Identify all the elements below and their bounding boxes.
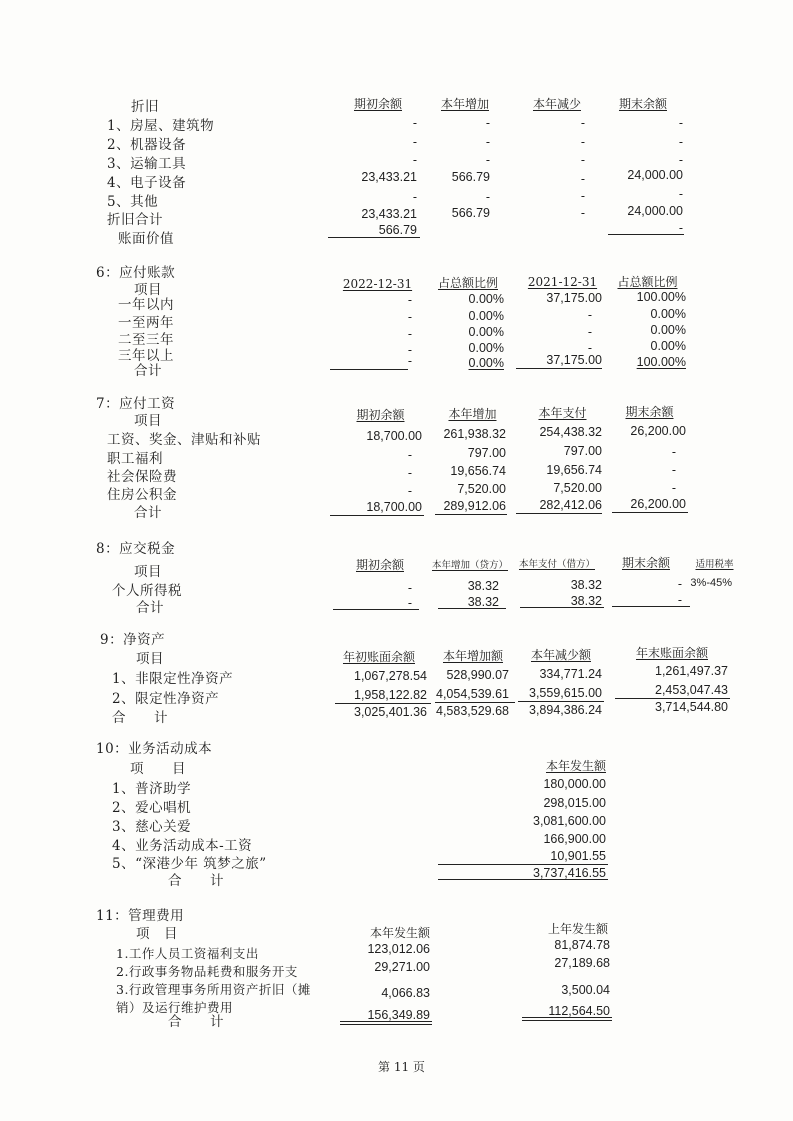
cell: 254,438.32 bbox=[539, 425, 602, 439]
cell: - bbox=[407, 310, 412, 324]
cell: 3,025,401.36 bbox=[354, 705, 427, 719]
cell: 566.79 bbox=[451, 206, 490, 220]
cell: 4,066.83 bbox=[381, 986, 430, 1000]
cell: 37,175.00 bbox=[546, 353, 602, 367]
cell: 4,054,539.61 bbox=[436, 687, 509, 701]
cell: - bbox=[412, 135, 417, 149]
cell: - bbox=[671, 445, 676, 459]
cell: 24,000.00 bbox=[627, 204, 683, 218]
row-label: 合计 bbox=[136, 600, 164, 616]
depreciation-header-increase: 本年增加 bbox=[440, 97, 489, 111]
wages-header-increase: 本年增加 bbox=[448, 407, 497, 421]
row-label: 合 计 bbox=[168, 873, 224, 889]
row-label: 5、其他 bbox=[107, 194, 159, 210]
row-label: 三年以上 bbox=[118, 348, 174, 364]
item-label: 项 目 bbox=[130, 761, 186, 777]
cell: - bbox=[407, 466, 412, 480]
admin-expense-header-prior: 上年发生额 bbox=[548, 922, 609, 936]
cell: - bbox=[485, 135, 490, 149]
cell: 3,714,544.80 bbox=[655, 700, 728, 714]
depreciation-header-opening: 期初余额 bbox=[353, 97, 402, 111]
cell: - bbox=[485, 153, 490, 167]
wages-header-paid: 本年支付 bbox=[538, 406, 587, 420]
cell: - bbox=[407, 596, 412, 610]
cell: - bbox=[580, 172, 585, 186]
cell: - bbox=[587, 341, 592, 355]
cell: 19,656.74 bbox=[450, 464, 506, 478]
cell: 0.00% bbox=[650, 307, 686, 321]
payables-header-2021: 2021-12-31 bbox=[527, 275, 598, 289]
row-label: 3、运输工具 bbox=[107, 156, 187, 172]
subtotal-line bbox=[335, 703, 431, 704]
cell: - bbox=[671, 463, 676, 477]
cell: 19,656.74 bbox=[546, 463, 602, 477]
item-label: 项目 bbox=[134, 413, 162, 429]
wages-header-opening: 期初余额 bbox=[356, 408, 405, 422]
cell: 7,520.00 bbox=[457, 482, 506, 496]
cell: - bbox=[587, 325, 592, 339]
item-label: 项 目 bbox=[136, 926, 178, 942]
cell: 38.32 bbox=[570, 578, 602, 592]
cell: 334,771.24 bbox=[539, 667, 602, 681]
cell: 0.00% bbox=[650, 323, 686, 337]
total-underline bbox=[520, 607, 604, 608]
cell: - bbox=[407, 448, 412, 462]
row-label: 1、非限定性净资产 bbox=[112, 671, 234, 687]
total-double-underline bbox=[340, 1021, 432, 1025]
cell: 29,271.00 bbox=[374, 960, 430, 974]
cell: 0.00% bbox=[468, 292, 504, 306]
cell: 38.32 bbox=[570, 594, 602, 608]
cell: - bbox=[671, 481, 676, 495]
cell: - bbox=[407, 354, 412, 368]
cell: 1,958,122.82 bbox=[354, 688, 427, 702]
admin-expense-title: 11：管理费用 bbox=[96, 908, 185, 924]
cell: - bbox=[407, 484, 412, 498]
admin-expense-header-current: 本年发生额 bbox=[370, 926, 431, 940]
row-label: 个人所得税 bbox=[112, 583, 182, 599]
row-label: 社会保险费 bbox=[107, 469, 177, 485]
cell: 7,520.00 bbox=[553, 481, 602, 495]
cell: - bbox=[412, 190, 417, 204]
cell: 81,874.78 bbox=[554, 938, 610, 952]
taxes-header-increase: 本年增加（贷方） bbox=[431, 560, 508, 571]
cell: 23,433.21 bbox=[361, 170, 417, 184]
row-label: 住房公积金 bbox=[107, 487, 177, 503]
cell: - bbox=[678, 116, 683, 130]
cell: 566.79 bbox=[378, 223, 417, 237]
cell: - bbox=[412, 116, 417, 130]
total-underline bbox=[438, 879, 608, 880]
cell: - bbox=[580, 153, 585, 167]
cell: - bbox=[407, 293, 412, 307]
row-label: 1、房屋、建筑物 bbox=[107, 118, 215, 134]
cell: 3,559,615.00 bbox=[529, 686, 602, 700]
total-underline bbox=[516, 513, 602, 514]
taxes-header-opening: 期初余额 bbox=[355, 558, 404, 572]
total-underline bbox=[330, 369, 408, 370]
total-underline bbox=[435, 514, 507, 515]
cell: 112,564.50 bbox=[548, 1004, 610, 1018]
cell: - bbox=[580, 135, 585, 149]
net-assets-header-opening: 年初账面余额 bbox=[342, 650, 415, 664]
row-label: 4、电子设备 bbox=[107, 175, 187, 191]
cell: 0.00% bbox=[468, 325, 504, 339]
row-label: 一至两年 bbox=[118, 315, 174, 331]
cell: - bbox=[580, 116, 585, 130]
row-label: 职工福利 bbox=[107, 451, 163, 467]
row-label: 折旧合计 bbox=[107, 212, 163, 228]
subtotal-line bbox=[615, 698, 730, 699]
total-underline bbox=[612, 512, 688, 513]
row-label: 2、爱心唱机 bbox=[112, 800, 192, 816]
depreciation-title: 折旧 bbox=[131, 99, 159, 115]
cell: - bbox=[678, 187, 683, 201]
row-label: 2、机器设备 bbox=[107, 137, 187, 153]
cell: - bbox=[407, 327, 412, 341]
cell: 3,737,416.55 bbox=[533, 866, 606, 880]
net-assets-header-closing: 年末账面余额 bbox=[635, 646, 708, 660]
activity-cost-title: 10：业务活动成本 bbox=[96, 741, 213, 757]
cell: 282,412.06 bbox=[539, 498, 602, 512]
payables-header-ratio-2021: 占总额比例 bbox=[617, 275, 678, 289]
cell: 3,500.04 bbox=[561, 983, 610, 997]
activity-cost-header: 本年发生额 bbox=[545, 759, 606, 773]
row-label: 一年以内 bbox=[118, 297, 174, 313]
taxes-header-closing: 期末余额 bbox=[621, 556, 670, 570]
cell: 3,081,600.00 bbox=[533, 814, 606, 828]
cell: 566.79 bbox=[451, 170, 490, 184]
row-label: 合计 bbox=[134, 363, 162, 379]
subtotal-line bbox=[435, 702, 515, 703]
cell: 27,189.68 bbox=[554, 956, 610, 970]
row-label: 2.行政事务物品耗费和服务开支 bbox=[116, 964, 298, 979]
cell: 0.00% bbox=[468, 309, 504, 323]
cell: 166,900.00 bbox=[543, 832, 606, 846]
cell: - bbox=[677, 593, 682, 607]
row-label: 4、业务活动成本-工资 bbox=[112, 838, 253, 854]
item-label: 项目 bbox=[134, 282, 162, 298]
cell: 0.00% bbox=[650, 339, 686, 353]
cell: 528,990.07 bbox=[446, 668, 509, 682]
depreciation-header-decrease: 本年减少 bbox=[532, 97, 581, 111]
cell: 38.32 bbox=[467, 579, 499, 593]
cell: - bbox=[678, 135, 683, 149]
cell: - bbox=[587, 308, 592, 322]
row-label: 合计 bbox=[134, 505, 162, 521]
taxes-title: 8：应交税金 bbox=[96, 541, 176, 557]
net-assets-header-decrease: 本年减少额 bbox=[530, 648, 591, 662]
cell: 0.00% bbox=[468, 341, 504, 355]
cell: 24,000.00 bbox=[627, 168, 683, 182]
row-label: 3.行政管理事务所用资产折旧（摊 bbox=[116, 982, 311, 997]
taxes-header-rate: 适用税率 bbox=[695, 559, 734, 570]
cell: 100.00% bbox=[636, 290, 686, 304]
total-underline bbox=[438, 608, 506, 609]
cell: 261,938.32 bbox=[443, 427, 506, 441]
cell: 23,433.21 bbox=[361, 207, 417, 221]
total-underline bbox=[516, 368, 602, 369]
cell: - bbox=[677, 577, 682, 591]
cell: 156,349.89 bbox=[367, 1008, 430, 1022]
row-label: 工资、奖金、津贴和补贴 bbox=[107, 432, 261, 448]
total-double-underline bbox=[522, 1017, 612, 1021]
total-underline bbox=[330, 515, 424, 516]
cell: 3%-45% bbox=[690, 577, 732, 589]
wages-title: 7：应付工资 bbox=[96, 396, 176, 412]
page-number: 第 11 页 bbox=[378, 1060, 425, 1074]
taxes-header-paid: 本年支付（借方） bbox=[518, 559, 595, 570]
subtotal-line bbox=[518, 701, 604, 702]
row-label: 1.工作人员工资福利支出 bbox=[116, 946, 259, 961]
row-label: 合 计 bbox=[112, 710, 168, 726]
total-underline bbox=[328, 237, 420, 238]
cell: 4,583,529.68 bbox=[436, 704, 509, 718]
total-underline bbox=[608, 234, 684, 235]
total-underline bbox=[612, 606, 690, 607]
row-label: 3、慈心关爱 bbox=[112, 819, 192, 835]
payables-header-ratio-2022: 占总额比例 bbox=[437, 276, 498, 290]
row-label: 账面价值 bbox=[118, 231, 174, 247]
cell: 289,912.06 bbox=[443, 499, 506, 513]
cell: 1,261,497.37 bbox=[655, 664, 728, 678]
item-label: 项目 bbox=[134, 564, 162, 580]
row-label-continued: 销）及运行维护费用 bbox=[116, 1000, 234, 1015]
cell: - bbox=[678, 153, 683, 167]
row-label: 2、限定性净资产 bbox=[112, 691, 220, 707]
cell: 797.00 bbox=[467, 446, 506, 460]
cell: 2,453,047.43 bbox=[655, 683, 728, 697]
cell: 1,067,278.54 bbox=[354, 669, 427, 683]
cell: 26,200.00 bbox=[630, 424, 686, 438]
cell: 18,700.00 bbox=[366, 429, 422, 443]
cell: 180,000.00 bbox=[543, 777, 606, 791]
cell: - bbox=[407, 581, 412, 595]
cell: 797.00 bbox=[563, 444, 602, 458]
row-label: 二至三年 bbox=[118, 332, 174, 348]
cell: - bbox=[485, 116, 490, 130]
row-label: 合 计 bbox=[168, 1014, 224, 1030]
total-underline bbox=[333, 609, 419, 610]
cell: - bbox=[678, 221, 683, 235]
payables-title: 6：应付账款 bbox=[96, 265, 176, 281]
net-assets-title: 9：净资产 bbox=[100, 632, 166, 648]
payables-header-2022: 2022-12-31 bbox=[342, 277, 413, 291]
cell: 18,700.00 bbox=[366, 500, 422, 514]
cell: 26,200.00 bbox=[630, 497, 686, 511]
cell: - bbox=[485, 190, 490, 204]
cell: 298,015.00 bbox=[543, 796, 606, 810]
cell: - bbox=[412, 153, 417, 167]
cell: - bbox=[407, 343, 412, 357]
cell: 37,175.00 bbox=[546, 291, 602, 305]
row-label: 1、普济助学 bbox=[112, 781, 192, 797]
cell: 123,012.06 bbox=[367, 942, 430, 956]
net-assets-header-increase: 本年增加额 bbox=[442, 649, 503, 663]
cell: - bbox=[580, 206, 585, 220]
wages-header-closing: 期末余额 bbox=[625, 405, 674, 419]
cell: 10,901.55 bbox=[550, 849, 606, 863]
cell: - bbox=[580, 189, 585, 203]
row-label: 5、“深港少年 筑梦之旅” bbox=[112, 856, 267, 872]
cell: 0.00% bbox=[468, 356, 504, 370]
item-label: 项目 bbox=[136, 651, 164, 667]
cell: 3,894,386.24 bbox=[529, 703, 602, 717]
subtotal-line bbox=[438, 864, 608, 865]
depreciation-header-closing: 期末余额 bbox=[618, 97, 667, 111]
cell: 100.00% bbox=[636, 355, 686, 369]
cell: 38.32 bbox=[467, 595, 499, 609]
